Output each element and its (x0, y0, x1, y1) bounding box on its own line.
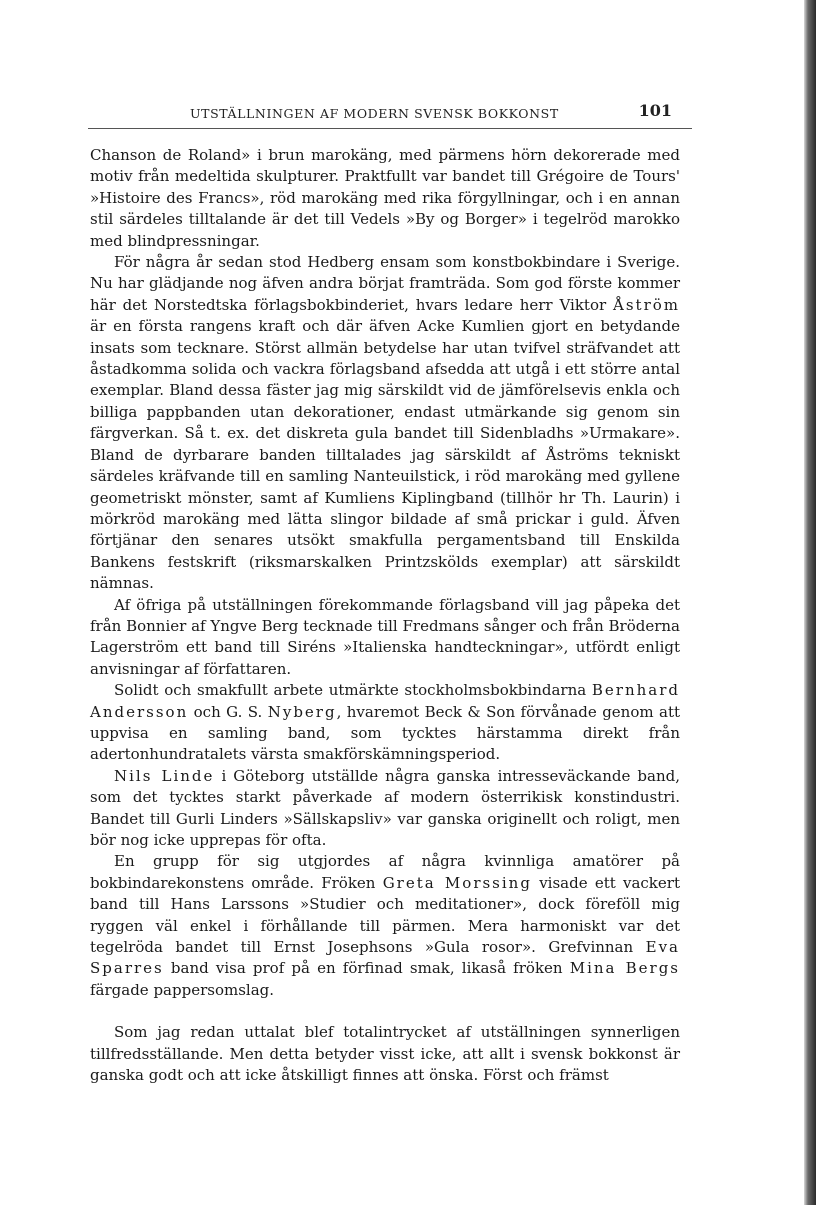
text-segment: Solidt och smakfullt arbete utmärkte stockholmsbokbindarna (114, 681, 592, 700)
page-header (88, 100, 692, 129)
spaced-name: Mina Bergs (569, 959, 680, 978)
text-segment: Chanson de Roland» i brun marokäng, med pärmens hörn dekorerade med motiv från medeltida skulpturer. Praktfullt var bandet till Grégoire de Tours' »Histoire des Francs», röd marokäng med rika förgyllningar, och i en annan stil särdeles tilltalande är det till Vedels »By og Borger» i tegelröd marokko med blindpressningar. (90, 146, 680, 250)
spaced-name: Nyberg (267, 702, 337, 721)
paragraph (90, 766, 680, 852)
text-segment: är en första rangens kraft och där äfven Acke Kumlien gjort en betydande insats som tecknare. Störst allmän betydelse har utan tvifvel sträfvandet att åstadkomma solida och vackra förlagsband afsedda att utgå i ett större antal exemplar. Bland dessa fäster jag mig särskildt vid de jämförelsevis enkla och billiga pappbanden utan dekorationer, endast utmärkande sig genom sin färgverkan. Så t. ex. det diskreta gula bandet till Sidenbladhs »Urmakare». Bland de dyrbarare banden tilltalades jag särskildt af Åströms tekniskt särdeles kräfvande till en samling Nanteuilstick, i röd marokäng med gyllene geometriskt mönster, samt af Kumliens Kiplingband (tillhör hr Th. Laurin) i mörkröd marokäng med lätta slingor bildade af små prickar i guld. Äfven förtjänar den senares utsökt smakfulla pergamentsband till Enskilda Bankens festskrift (riksmarskalken Printzskölds exemplar) att särskildt nämnas. (90, 317, 680, 593)
text-segment: färgade pappersomslag. (90, 980, 275, 999)
paragraph (90, 145, 680, 252)
spaced-name: Åström (613, 295, 680, 314)
text-segment: Af öfriga på utställningen förekommande förlagsband vill jag påpeka det från Bonnier af Yngve Berg tecknade till Fredmans sånger och från Bröderna Lagerström ett band till Siréns »Italienska handteckningar», utfördt enligt anvisningar af författaren. (90, 595, 681, 678)
text-segment: och G. S. (188, 702, 268, 721)
spaced-name: Greta Morssing (382, 873, 532, 892)
text-segment: För några år sedan stod Hedberg ensam som konstbokbindare i Sverige. Nu har glädjande nog äfven andra börjat framträda. Som god förste kommer här det Norstedtska förlagsbokbinderiet, hvars ledare herr Viktor (90, 253, 680, 314)
spaced-name: Eva Sparres (90, 938, 680, 978)
text-segment: band visa prof på en förfinad smak, likaså fröken (163, 959, 570, 978)
running-title: UTSTÄLLNINGEN AF MODERN SVENSK BOKKONST (190, 106, 559, 121)
spaced-name: Bernhard Andersson (90, 681, 680, 721)
spaced-name: Nils Linde (114, 766, 215, 785)
paragraph (90, 595, 680, 681)
paragraph (90, 1022, 680, 1086)
paragraph (90, 851, 680, 1001)
text-segment: , hvaremot Beck & Son förvånade genom att uppvisa en samling band, som tycktes härstamma direkt från adertonhundratalets värsta smakförskämningsperiod. (90, 702, 681, 764)
paragraph (90, 680, 680, 766)
text-segment: visade ett vackert band till Hans Larssons »Studier och meditationer», dock föreföll mig ryggen väl enkel i förhållande till pärmen. Mera harmoniskt var det tegelröda bandet till Ernst Josephsons »Gula rosor». Grefvinnan (90, 873, 680, 957)
text-segment: Som jag redan uttalat blef totalintrycket af utställningen synnerligen tillfredsställande. Men detta betyder visst icke, att allt i svensk bokkonst är ganska godt och att icke åtskilligt finnes att önska. Först och främst (90, 1023, 680, 1085)
body-text (90, 145, 680, 1086)
text-segment: En grupp för sig utgjordes af några kvinnliga amatörer på bokbindarekonstens område. Fröken (90, 852, 680, 892)
paragraph (90, 252, 680, 595)
page-number: 101 (638, 101, 672, 120)
text-segment: i Göteborg utställde några ganska intresseväckande band, som det tycktes starkt påverkade af modern österrikisk konstindustri. Bandet till Gurli Linders »Sällskapsliv» var ganska originellt och roligt, men bör nog icke upprepas för ofta. (90, 766, 680, 849)
scan-page-edge (804, 0, 816, 1205)
